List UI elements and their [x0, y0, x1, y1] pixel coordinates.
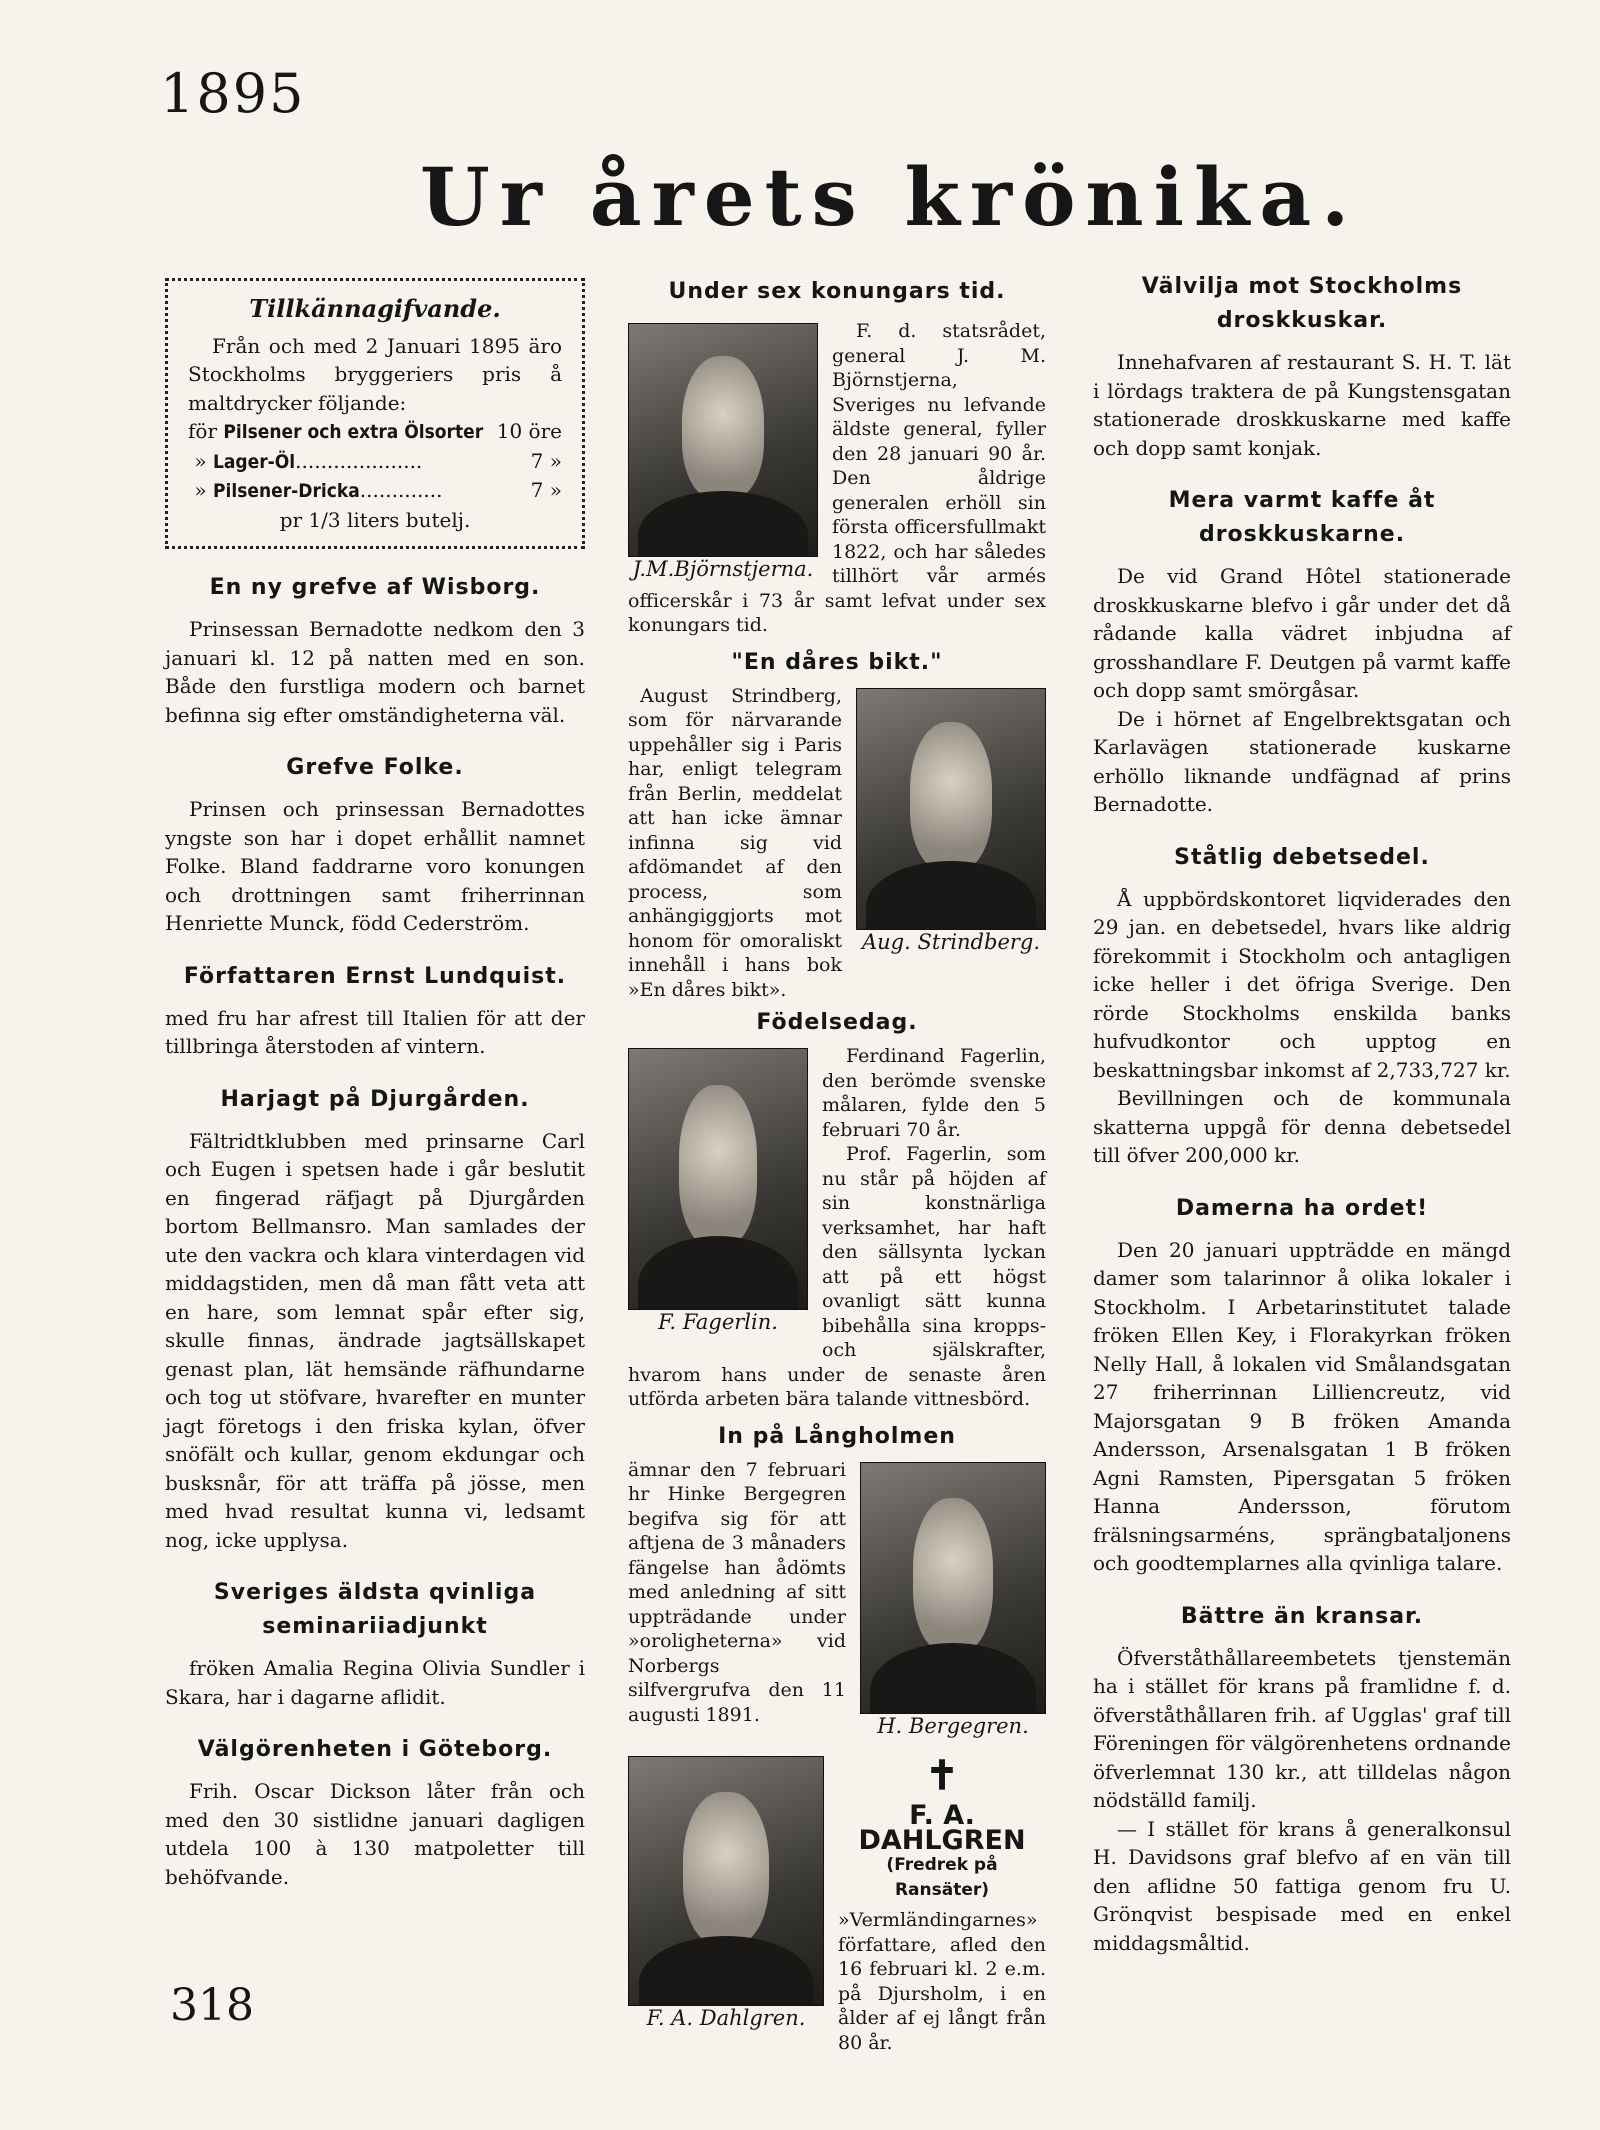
portrait-photo: [628, 1048, 808, 1310]
article-heading: Under sex konungars tid.: [668, 279, 1006, 304]
article-heading: Välvilja mot Stockholms droskkuskar.: [1141, 274, 1463, 333]
price-notice-box: [165, 278, 585, 549]
article-heading: En ny grefve af Wisborg.: [209, 575, 541, 600]
article-text: med fru har afrest till Italien för att der tillbringa återstoden af vintern.: [165, 1005, 585, 1058]
portrait-caption: F. Fagerlin.: [658, 1310, 778, 1334]
portrait-caption: Aug. Strindberg.: [861, 929, 1041, 954]
cross-icon: ✝: [925, 1752, 959, 1799]
notice-intro: Från och med 2 Januari 1895 äro Stockholms bryggeriers pris å maltdrycker följande:: [188, 333, 562, 415]
article-text: Frih. Oscar Dickson låter från och med den 30 sistlidne januari dagligen utdela 100 à 130 matpoletter till behöfvande.: [165, 1779, 585, 1889]
article-heading: Författaren Ernst Lundquist.: [183, 963, 567, 989]
obituary-subtitle: (Fredrek på Ransäter): [886, 1855, 998, 1900]
portrait-photo: [628, 323, 818, 557]
row-prefix: »: [194, 478, 207, 502]
portrait-caption: J.M.Björnstjerna.: [632, 557, 814, 581]
portrait-figure: [628, 323, 818, 582]
portrait-caption: H. Bergegren.: [877, 1713, 1029, 1738]
price-item: Pilsener-Dricka: [212, 480, 360, 502]
row-prefix: »: [194, 448, 207, 473]
portrait-figure: [628, 1756, 824, 2031]
price-value: 7 »: [530, 448, 562, 473]
article-text: Prinsen och prinsessan Bernadottes yngste son har i dopet erhållit namnet Folke. Bland faddrarne voro konungen och drottningen samt friherrinnan Henriette Munck, född Cederström.: [165, 797, 585, 935]
notice-heading: Tillkännagifvande.: [249, 294, 501, 323]
article-text: fröken Amalia Regina Olivia Sundler i Skara, har i dagarne aflidit.: [165, 1656, 585, 1709]
page-title: Ur årets krönika.: [420, 150, 1360, 244]
article-text: — I stället för krans å generalkonsul H. Davidsons graf blefvo af en vän till den aflidne 50 fattiga genom fru U. Grönqvist bespisade med en enkel middagsmåltid.: [1093, 1816, 1511, 1955]
price-row: [188, 417, 562, 447]
article-text: De vid Grand Hôtel stationerade droskkuskarne blefvo i går under det då rådande kalla vädret inbjudna af grosshandlare F. Deutgen på varmt kaffe och dopp samt smörgåsar.: [1093, 564, 1511, 702]
portrait-caption: F. A. Dahlgren.: [646, 2006, 806, 2030]
article-heading: "En dåres bikt.": [731, 649, 943, 675]
year-heading: 1895: [160, 62, 306, 125]
article-text: F. d. statsrådet, general J. M. Björnstjerna, Sveriges nu lefvande äldste general, fyller den 28 januari 90 år. Den åldrige generalen erhöll sin första officersfullmakt 1822, och har således tillhört vår armés officerskår i 73 år samt lefvat under sex konungars tid.: [628, 320, 1046, 636]
dot-leader: ....................: [295, 448, 423, 473]
price-row: [188, 447, 562, 477]
portrait-figure: [860, 1462, 1046, 1739]
article-text: »Vermländingarnes» författare, afled den 16 februari kl. 2 e.m. på Djursholm, i en ålder af ej långt från 80 år.: [838, 1909, 1046, 2054]
article-text: Å uppbördskontoret liqviderades den 29 jan. en debetsedel, hvars like aldrig förekommit i Stockholm och antagligen icke heller i det öfriga Sverige. Den rörde Stockholms enskilda banks hufvudkontor och upptog en beskattningsbar inkomst af 2,733,727 kr.: [1093, 886, 1511, 1082]
article-text: Ferdinand Fagerlin, den berömde svenske målaren, fylde den 5 februari 70 år.: [822, 1045, 1046, 1141]
portrait-figure: [628, 1048, 808, 1335]
article-text: Fältridtklubben med prinsarne Carl och Eugen i spetsen hade i går beslutit en fingerad räfjagt på Djurgården bortom Bellmansro. Man samlades der ute den vackra och klara vinterdagen vid middagstiden, men då man fått veta att en hare, som lemnat spår efter sig, skulle finnas, ändrade jagtsällskapet genast plan, lät hemsände räfhundarne och tog ut stöfvare, hvarefter en munter jagt företogs i den friska kylan, öfver snöfält och kullar, genom ekdungar och busksnår, för att träffa på jösse, men med hvad resultat kunna vi, ledsamt nog, icke upplysa.: [165, 1128, 585, 1552]
article-text: Innehafvaren af restaurant S. H. T. lät i lördags traktera de på Kungstensgatan stationerade droskkuskarne med kaffe och dopp samt konjak.: [1093, 350, 1511, 460]
article-heading: Harjagt på Djurgården.: [220, 1086, 530, 1112]
price-value: 7 »: [530, 478, 562, 502]
article-heading: Mera varmt kaffe åt droskkuskarne.: [1168, 488, 1436, 547]
price-item: Pilsener och extra Ölsorter: [223, 421, 484, 443]
article-text: ämnar den 7 februari hr Hinke Bergegren begifva sig för att aftjena de 3 månaders fängelse han ådömts med anledning af sitt uppträdande under »oroligheterna» vid Norbergs silfvergrufva den 11 augusti 1891.: [628, 1458, 846, 1726]
column-left: [165, 278, 585, 1891]
price-item: Lager-Öl: [212, 450, 296, 473]
article-text: Bevillningen och de kommunala skatterna uppgå för denna debetsedel till öfver 200,000 kr.: [1093, 1086, 1511, 1167]
article-text: Den 20 januari uppträdde en mängd damer som talarinnor å olika lokaler i Stockholm. I Arbetarinstitutet talade fröken Ellen Key, i Florakyrkan fröken Nelly Hall, å lokalen vid Smålandsgatan 27 friherrinnan Lilliencreutz, vid Majorsgatan 9 B fröken Amanda Andersson, Arsenalsgatan 1 B fröken Agni Ramsten, Pipersgatan 5 fröken Hanna Andersson, förutom frälsningsarméns, sprängbataljonens och goodtemplarnes alla qvinliga talare.: [1093, 1237, 1511, 1575]
article-text: Öfverståthållareembetets tjenstemän ha i stället för krans på framlidne f. d. öfverståthållaren frih. af Ugglas' graf till Föreningen för välgörenhetens ordnande öfverlemnat 130 kr., att tilldelas någon nödställd familj.: [1093, 1645, 1511, 1812]
article-text: De i hörnet af Engelbrektsgatan och Karlavägen stationerade kuskarne erhöllo liknande undfägnad af prins Bernadotte.: [1093, 706, 1511, 816]
article-heading: Damerna ha ordet!: [1175, 1195, 1429, 1221]
portrait-figure: [856, 688, 1046, 955]
price-value: 10 öre: [496, 419, 562, 443]
article-text: August Strindberg, som för närvarande uppehåller sig i Paris har, enligt telegram från Berlin, meddelat att han icke ämnar infinna sig vid afdömandet af den process, som anhängiggjorts mot honom för omoraliskt innehåll i hans bok »En dåres bikt».: [628, 684, 842, 1001]
article-heading: Födelsedag.: [756, 1010, 918, 1035]
row-prefix: för: [188, 419, 218, 443]
obituary-name: F. A. DAHLGREN: [858, 1800, 1026, 1856]
column-middle: [628, 275, 1046, 2055]
article-heading: Bättre än kransar.: [1180, 1603, 1424, 1629]
portrait-photo: [860, 1462, 1046, 1714]
portrait-photo: [856, 688, 1046, 930]
article-text: Prof. Fagerlin, som nu står på höjden af sin konstnärliga verksamhet, har haft den sällsynta lyckan att på ett högst ovanligt sätt kunna bibehålla sina kropps- och själskrafter, hvarom hans under de senaste åren utförda arbeten bära talande vittnesbörd.: [628, 1143, 1046, 1410]
article-text: Prinsessan Bernadotte nedkom den 3 januari kl. 12 på natten med en son. Både den furstliga modern och barnet befinna sig efter omständigheterna väl.: [165, 617, 585, 727]
article-heading: Ståtlig debetsedel.: [1174, 844, 1430, 870]
notice-footer: pr 1/3 liters butelj.: [279, 507, 471, 532]
price-row: [188, 476, 562, 506]
dot-leader: .............: [359, 478, 443, 502]
article-heading: Grefve Folke.: [286, 755, 464, 780]
portrait-photo: [628, 1756, 824, 2006]
article-heading: In på Långholmen: [718, 1423, 956, 1449]
page-number: 318: [170, 1980, 254, 2031]
article-heading: Välgörenheten i Göteborg.: [197, 1737, 553, 1762]
column-right: [1093, 270, 1511, 1957]
article-heading: Sveriges äldsta qvinliga seminariiadjunkt: [213, 1580, 537, 1639]
